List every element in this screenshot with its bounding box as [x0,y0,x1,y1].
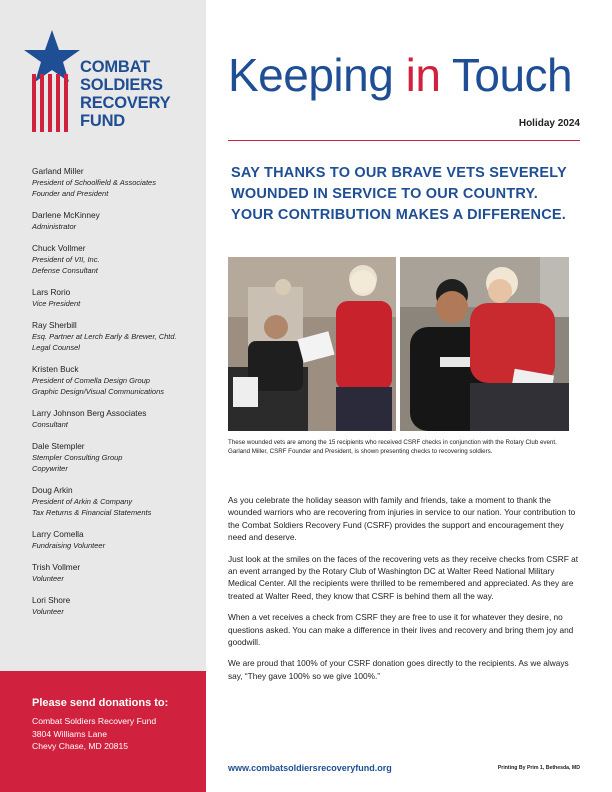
sidebar [0,0,206,792]
title-part: Keeping [228,49,406,101]
staff-name: Dale Stempler [32,441,85,451]
staff-role: President of VII, Inc. [32,255,100,264]
staff-role: President of Arkin & Company [32,497,133,506]
address-line: Combat Soldiers Recovery Fund [32,716,157,726]
photo-veteran-and-volunteer [400,257,569,431]
title-accent: in [405,49,441,101]
address-line: 3804 Williams Lane [32,728,107,739]
staff-name: Garland Miller [32,166,84,176]
staff-role: President of Comella Design Group [32,376,150,385]
staff-name: Trish Vollmer [32,562,81,572]
staff-name: Lori Shore [32,595,71,605]
staff-role: Defense Consultant [32,266,98,275]
paragraph: Just look at the smiles on the faces of the recovering vets as they receive checks from CSRF at an event arranged by the Rotary Club of Washington DC at Walter Reed National Military Medical Center. All the recipients were thrilled to be remembered and appreciated. As they are treated at Walter Reed, they know that CSRF is behind them all the way. [228,553,579,601]
staff-name: Doug Arkin [32,485,73,495]
staff-entry [32,320,202,353]
staff-name: Chuck Vollmer [32,243,86,253]
staff-role: Esq. Partner at Lerch Early & Brewer, Chtd. [32,332,177,341]
title-part: Touch [440,49,573,101]
staff-entry [32,485,202,518]
staff-role: Legal Counsel [32,343,80,352]
logo-line: RECOVERY [80,94,171,112]
staff-role: Consultant [32,420,68,429]
website-link[interactable]: www.combatsoldiersrecoveryfund.org [228,763,392,773]
logo-line: COMBAT [80,58,150,76]
staff-entry [32,364,202,397]
staff-entry [32,243,202,276]
address-line: Chevy Chase, MD 20815 [32,741,129,751]
staff-name: Lars Rorio [32,287,71,297]
staff-entry [32,287,202,309]
newsletter-title [228,48,572,102]
staff-role: Administrator [32,222,77,231]
staff-role: Graphic Design/Visual Communications [32,387,165,396]
staff-name: Ray Sherbill [32,320,77,330]
staff-role: Vice President [32,299,81,308]
logo-text [80,58,170,130]
photo-caption [228,438,573,456]
staff-entry [32,210,202,232]
headline-line: WOUNDED IN SERVICE TO OUR COUNTRY. [231,186,539,202]
caption-line: Garland Miller, CSRF Founder and President, is shown presenting checks to recovering soldiers. [228,448,493,455]
staff-entry [32,166,202,199]
staff-name: Darlene McKinney [32,210,100,220]
staff-role: Copywriter [32,464,68,473]
donation-title: Please send donations to: [32,697,169,709]
staff-role: Volunteer [32,607,64,616]
staff-entry [32,408,202,430]
staff-name: Larry Comella [32,529,84,539]
staff-entry [32,595,202,617]
donation-box [0,671,206,792]
headline [231,163,591,226]
staff-role: Tax Returns & Financial Statements [32,508,152,517]
logo-line: SOLDIERS [80,76,163,94]
staff-role: Founder and President [32,189,109,198]
staff-role: Volunteer [32,574,64,583]
staff-role: Stempler Consulting Group [32,453,123,462]
staff-entry [32,441,202,474]
paragraph: When a vet receives a check from CSRF they are free to use it for whatever they desire, no questions asked. You can make a difference in their lives and recovery and bring them joy and goodwill. [228,612,574,648]
paragraph: We are proud that 100% of your CSRF donation goes directly to the recipients. As we always say, “They gave 100% so we give 100%.” [228,658,569,681]
printer-credit: Printing By Prim 1, Bethesda, MD [497,765,580,771]
staff-list [32,166,202,628]
headline-line: SAY THANKS TO OUR BRAVE VETS SEVERELY [231,165,567,181]
caption-line: These wounded vets are among the 15 recipients who received CSRF checks in conjunction with the Rotary Club event. [228,439,557,446]
staff-name: Kristen Buck [32,364,79,374]
headline-line: YOUR CONTRIBUTION MAKES A DIFFERENCE. [231,207,566,223]
staff-entry [32,529,202,551]
paragraph: As you celebrate the holiday season with family and friends, take a moment to thank the wounded warriors who are recovering from injuries in service to our nation. Your contribution to the Combat Soldiers Recovery Fund (CSRF) provides the support and encouragement they need and deserve. [228,495,576,543]
photo-check-presentation [228,257,396,431]
edition-label: Holiday 2024 [518,118,580,129]
staff-role: President of Schoolfield & Associates [32,178,156,187]
logo-line: FUND [80,112,126,130]
staff-name: Larry Johnson Berg Associates [32,408,147,418]
donation-address [32,715,156,753]
divider [228,140,580,141]
staff-role: Fundraising Volunteer [32,541,106,550]
article-body [228,494,580,691]
staff-entry [32,562,202,584]
